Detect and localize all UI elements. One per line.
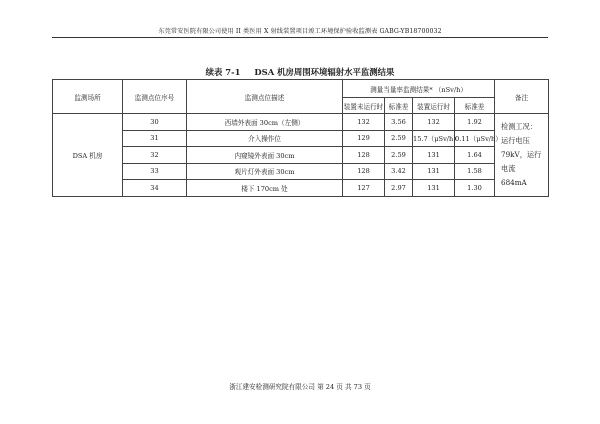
point-no-cell: 30 xyxy=(123,114,187,131)
table-row xyxy=(53,114,549,131)
monitoring-results-table xyxy=(52,79,549,197)
point-no-cell: 34 xyxy=(123,180,187,197)
on-run-cell: 132 xyxy=(413,114,455,131)
std1-cell: 2.59 xyxy=(385,130,413,147)
table-row xyxy=(53,147,549,164)
on-run-cell: 131 xyxy=(413,180,455,197)
table-caption xyxy=(52,66,548,78)
table-row xyxy=(53,163,549,180)
table-row xyxy=(53,130,549,147)
page-header: 东莞常安医院有限公司使用 II 类医用 X 射线装置项目竣工环境保护验收监测表 GABG-YB18700032 xyxy=(158,28,442,35)
col-site-header: 监测场所 xyxy=(53,80,123,114)
header-rule xyxy=(52,37,548,38)
remark-cell: 检测工况：运行电压 79kV，运行电流 684mA xyxy=(495,114,549,197)
table-row xyxy=(53,180,549,197)
std2-cell: 0.11（μSv/h） xyxy=(455,130,495,147)
point-desc-cell: 观片灯外表面 30cm xyxy=(187,163,343,180)
off-run-cell: 128 xyxy=(343,163,385,180)
point-desc-cell: 西墙外表面 30cm（左侧） xyxy=(187,114,343,131)
col-std2-header: 标准差 xyxy=(455,98,495,114)
on-run-cell: 131 xyxy=(413,163,455,180)
off-run-cell: 128 xyxy=(343,147,385,164)
std2-cell: 1.58 xyxy=(455,163,495,180)
on-run-cell: 15.7（μSv/h） xyxy=(413,130,455,147)
std1-cell: 2.59 xyxy=(385,147,413,164)
col-on-run-header: 装置运行时 xyxy=(413,98,455,114)
table-caption-title: DSA 机房周围环境辐射水平监测结果 xyxy=(254,67,395,77)
point-desc-cell: 介入操作位 xyxy=(187,130,343,147)
point-no-cell: 31 xyxy=(123,130,187,147)
off-run-cell: 127 xyxy=(343,180,385,197)
std2-cell: 1.64 xyxy=(455,147,495,164)
std1-cell: 3.42 xyxy=(385,163,413,180)
table-caption-label: 续表 7-1 xyxy=(205,67,241,77)
col-point-no-header: 监测点位序号 xyxy=(123,80,187,114)
site-name-cell: DSA 机房 xyxy=(53,114,123,197)
std1-cell: 3.56 xyxy=(385,114,413,131)
col-remark-header: 备注 xyxy=(495,80,549,114)
std2-cell: 1.30 xyxy=(455,180,495,197)
point-desc-cell: 楼下 170cm 处 xyxy=(187,180,343,197)
point-no-cell: 33 xyxy=(123,163,187,180)
point-desc-cell: 内窥镜外表面 30cm xyxy=(187,147,343,164)
page-footer: 浙江建安检测研究院有限公司 第 24 页 共 73 页 xyxy=(229,383,371,391)
off-run-cell: 129 xyxy=(343,130,385,147)
std1-cell: 2.97 xyxy=(385,180,413,197)
on-run-cell: 131 xyxy=(413,147,455,164)
col-point-desc-header: 监测点位描述 xyxy=(187,80,343,114)
col-std1-header: 标准差 xyxy=(385,98,413,114)
col-off-run-header: 装置未运行时 xyxy=(343,98,385,114)
point-no-cell: 32 xyxy=(123,147,187,164)
off-run-cell: 132 xyxy=(343,114,385,131)
header-row-1 xyxy=(53,80,549,98)
std2-cell: 1.92 xyxy=(455,114,495,131)
col-result-group-header: 测量当量率监测结果* （nSv/h） xyxy=(343,80,495,98)
